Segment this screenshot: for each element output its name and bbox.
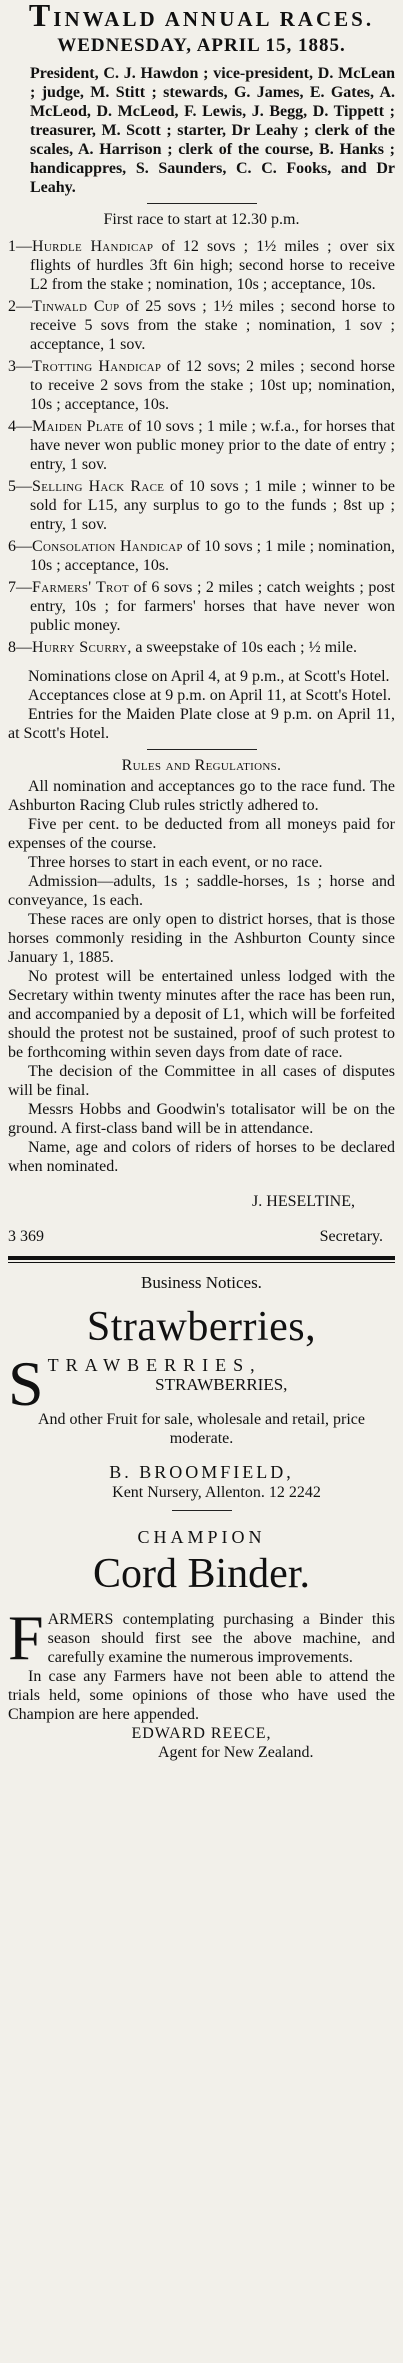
closing-line: Entries for the Maiden Plate close at 9 p.m. on April 11, at Scott's Hotel. xyxy=(8,706,395,742)
business-heading: Business Notices. xyxy=(141,1273,262,1292)
strawberries-ad xyxy=(8,1302,395,1502)
race-details: , a sweepstake of 10s each ; ½ mile. xyxy=(127,639,358,656)
race-entry xyxy=(8,297,395,354)
title-rest: INWALD ANNUAL RACES. xyxy=(53,7,375,31)
ad-reference: 3 369 xyxy=(8,1228,44,1245)
rule-paragraph: The decision of the Committee in all cases of disputes will be final. xyxy=(8,1063,395,1099)
race-details: of 10 sovs ; 1 mile ; winner to be sold for L15, any surplus to go to the funds ; 8st up ; entry, 1 sov. xyxy=(30,478,395,533)
rules-heading: Rules and Regulations. xyxy=(121,757,282,774)
race-details: of 6 sovs ; 2 miles ; catch weights ; post entry, 10s ; for farmers' horses that have never won public money. xyxy=(30,579,395,634)
secretary-name: J. HESELTINE, xyxy=(252,1193,355,1210)
rule-paragraph: Five per cent. to be deducted from all moneys paid for expenses of the course. xyxy=(8,816,395,852)
race-entry xyxy=(8,237,395,294)
rules-list xyxy=(8,777,395,1176)
race-name: Hurdle Handicap xyxy=(32,238,154,255)
strawberries-body: And other Fruit for sale, wholesale and retail, price moderate. xyxy=(38,1411,365,1447)
race-list xyxy=(8,237,395,657)
race-details: of 12 sovs; 2 miles ; second horse to receive 2 sovs from the stake ; 10st up; nomination, 10s ; acceptance, 10s. xyxy=(30,358,396,413)
strawberries-line2: STRAWBERRIES, xyxy=(155,1375,288,1394)
race-number: 3— xyxy=(8,358,32,375)
section-rule-thick xyxy=(8,1256,395,1260)
champion-kicker: CHAMPION xyxy=(137,1527,266,1547)
ad-title xyxy=(8,2,395,32)
section-rule-thin xyxy=(8,1262,395,1263)
cord-binder-ad xyxy=(8,1527,395,1762)
cord-binder-body1: ARMERS contemplating purchasing a Binder this season should first see the above machine, and carefully examine the numerous improvements. xyxy=(47,1611,395,1666)
strawberries-seller: B. BROOMFIELD, xyxy=(109,1462,294,1482)
race-number: 6— xyxy=(8,538,32,555)
secretary-title: Secretary. xyxy=(319,1228,383,1245)
rule-paragraph: These races are only open to district horses, that is those horses commonly residing in the Ashburton County since January 1, 1885. xyxy=(8,911,395,966)
agent-title: Agent for New Zealand. xyxy=(158,1744,314,1761)
race-entry xyxy=(8,578,395,635)
race-number: 5— xyxy=(8,478,32,495)
signature-line xyxy=(8,1227,395,1246)
race-details: of 10 sovs ; 1 mile ; w.f.a., for horses that have never won public money prior to the date of entry ; entry, 1 sov. xyxy=(30,418,395,473)
divider xyxy=(172,1510,232,1511)
race-number: 4— xyxy=(8,418,32,435)
race-entry xyxy=(8,477,395,534)
closing-dates xyxy=(8,667,395,743)
race-name: Selling Hack Race xyxy=(32,478,165,495)
rule-paragraph: No protest will be entertained unless lodged with the Secretary within twenty minutes after the race has been run, and accompanied by a deposit of L1, which will be forfeited should the protest not be sustained, proof of such protest to be forthcoming within seven days from date of race. xyxy=(8,968,395,1061)
cord-binder-dropcap: F xyxy=(8,1610,44,1667)
officers-list: President, C. J. Hawdon ; vice-president, D. McLean ; judge, M. Stitt ; stewards, G. James, E. Gates, A. McLeod, D. McLeod, F. Lewis, J. Begg, D. Tippett ; treasurer, M. Scott ; starter, Dr Leahy ; clerk of the scales, A. Harrison ; clerk of the course, B. Hanks ; handicappres, S. Saunders, C. C. Fooks, and Dr Leahy. xyxy=(30,65,395,196)
closing-line: Nominations close on April 4, at 9 p.m., at Scott's Hotel. xyxy=(28,668,390,685)
race-entry xyxy=(8,357,395,414)
cord-binder-body2: In case any Farmers have not been able to attend the trials held, some opinions of those who have used the Champion are here appended. xyxy=(8,1668,395,1723)
strawberries-dropcap: S xyxy=(8,1356,44,1410)
rule-paragraph: Messrs Hobbs and Goodwin's totalisator will be on the ground. A first-class band will be in attendance. xyxy=(8,1101,395,1137)
strawberries-headline: Strawberries, xyxy=(86,1304,317,1350)
race-name: Trotting Handicap xyxy=(32,358,162,375)
race-number: 7— xyxy=(8,579,32,596)
race-details: of 12 sovs ; 1½ miles ; over six flights of hurdles 3ft 6in high; second horse to receive L2 from the stake ; nomination, 10s ; acceptance, 10s. xyxy=(30,238,396,293)
cord-binder-headline: Cord Binder. xyxy=(93,1551,310,1597)
race-number: 1— xyxy=(8,238,32,255)
rule-paragraph: All nomination and acceptances go to the race fund. The Ashburton Racing Club rules strictly adhered to. xyxy=(8,778,395,814)
first-race-time: First race to start at 12.30 p.m. xyxy=(103,211,300,228)
race-number: 8— xyxy=(8,639,32,656)
race-entry xyxy=(8,638,395,657)
race-date: WEDNESDAY, APRIL 15, 1885. xyxy=(57,35,346,56)
strawberries-line1: TRAWBERRIES, xyxy=(47,1356,262,1375)
title-initial: T xyxy=(28,0,54,33)
rule-paragraph: Name, age and colors of riders of horses to be declared when nominated. xyxy=(8,1139,395,1175)
rule-paragraph: Admission—adults, 1s ; saddle-horses, 1s ; horse and conveyance, 1s each. xyxy=(8,873,395,909)
race-name: Tinwald Cup xyxy=(32,298,120,315)
race-entry xyxy=(8,537,395,575)
cord-binder-body-block xyxy=(8,1610,395,1667)
race-name: Consolation Handicap xyxy=(32,538,183,555)
strawberries-body-block xyxy=(8,1356,395,1410)
rule-paragraph: Three horses to start in each event, or no race. xyxy=(28,854,323,871)
race-entry xyxy=(8,417,395,474)
strawberries-address: Kent Nursery, Allenton. 12 2242 xyxy=(112,1484,321,1501)
race-name: Maiden Plate xyxy=(32,418,124,435)
race-details: of 10 sovs ; 1 mile ; nomination, 10s ; acceptance, 10s. xyxy=(30,538,395,574)
agent-name: EDWARD REECE, xyxy=(131,1725,272,1742)
divider xyxy=(147,749,257,750)
divider xyxy=(147,203,257,204)
race-details: of 25 sovs ; 1½ miles ; second horse to receive 5 sovs from the stake ; nomination, 1 sov ; acceptance, 1 sov. xyxy=(30,298,395,353)
closing-line: Acceptances close at 9 p.m. on April 11, at Scott's Hotel. xyxy=(28,687,392,704)
race-name: Hurry Scurry xyxy=(32,639,128,656)
race-number: 2— xyxy=(8,298,32,315)
race-name: Farmers' Trot xyxy=(32,579,129,596)
